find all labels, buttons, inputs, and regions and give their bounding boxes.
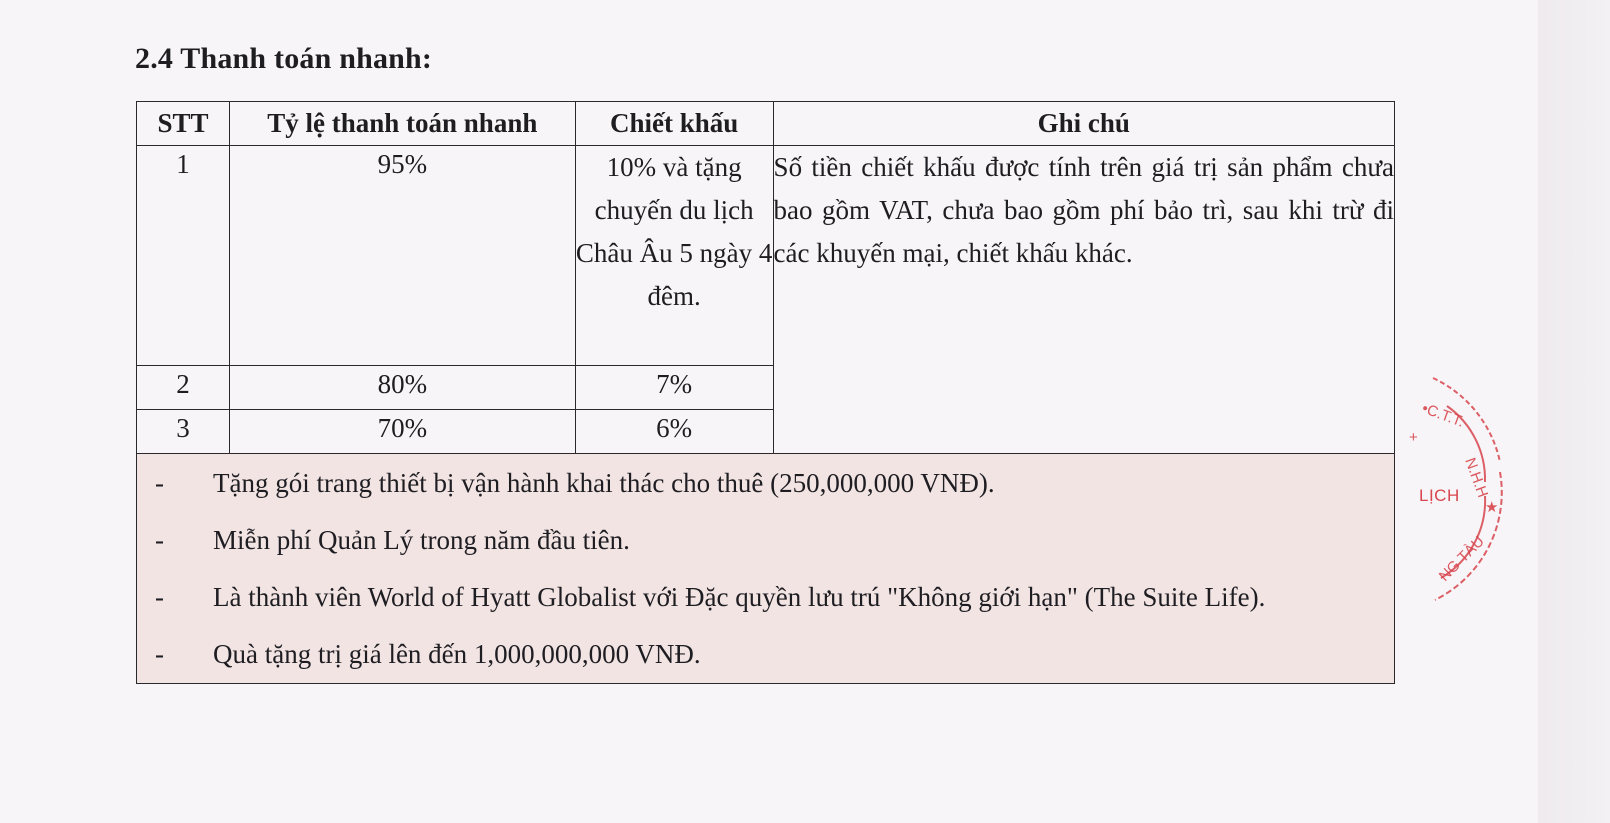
bullet-dash: - <box>155 468 164 498</box>
page-edge <box>1538 0 1610 823</box>
benefits-list <box>149 464 1376 673</box>
row-3-discount: 6% <box>575 410 773 454</box>
section-title: 2.4 Thanh toán nhanh: <box>135 42 433 75</box>
row-2-rate: 80% <box>229 366 575 410</box>
bullet-dash: - <box>155 639 164 669</box>
svg-text:★: ★ <box>1485 499 1499 516</box>
header-discount: Chiết khấu <box>575 102 773 146</box>
list-item <box>149 635 1376 673</box>
row-1-rate: 95% <box>229 146 575 366</box>
benefits-row <box>137 454 1395 684</box>
row-2-stt: 2 <box>137 366 230 410</box>
benefit-text: Là thành viên World of Hyatt Globalist với Đặc quyền lưu trú "Không giới hạn" (The Suite Life). <box>213 582 1266 612</box>
header-rate: Tỷ lệ thanh toán nhanh <box>229 102 575 146</box>
benefit-text: Miễn phí Quản Lý trong năm đầu tiên. <box>213 525 630 555</box>
row-1-stt: 1 <box>137 146 230 366</box>
benefit-text: Quà tặng trị giá lên đến 1,000,000,000 VNĐ. <box>213 639 701 669</box>
svg-text:N.H.H: N.H.H <box>1461 455 1492 500</box>
row-1-discount: 10% và tặng chuyến du lịch Châu Âu 5 ngày 4 đêm. <box>575 146 773 366</box>
stamp-text: LỊCH <box>1419 486 1460 505</box>
row-3-rate: 70% <box>229 410 575 454</box>
benefits-cell <box>137 454 1395 684</box>
svg-text:+: + <box>1409 429 1418 446</box>
discount-table <box>136 101 1395 684</box>
row-2-discount: 7% <box>575 366 773 410</box>
list-item <box>149 521 1376 559</box>
list-item <box>149 578 1376 616</box>
note-cell: Số tiền chiết khấu được tính trên giá trị sản phẩm chưa bao gồm VAT, chưa bao gồm phí bảo trì, sau khi trừ đi các khuyến mại, chiết khấu khác. <box>773 146 1394 454</box>
table-header-row <box>137 102 1395 146</box>
row-3-stt: 3 <box>137 410 230 454</box>
bullet-dash: - <box>155 582 164 612</box>
table-row <box>137 146 1395 366</box>
svg-text:NG TÀU: NG TÀU <box>1435 532 1488 585</box>
list-item <box>149 464 1376 502</box>
bullet-dash: - <box>155 525 164 555</box>
header-stt: STT <box>137 102 230 146</box>
header-note: Ghi chú <box>773 102 1394 146</box>
svg-text:•C.T.T.: •C.T.T. <box>1419 399 1467 431</box>
benefit-text: Tặng gói trang thiết bị vận hành khai thác cho thuê (250,000,000 VNĐ). <box>213 468 995 498</box>
